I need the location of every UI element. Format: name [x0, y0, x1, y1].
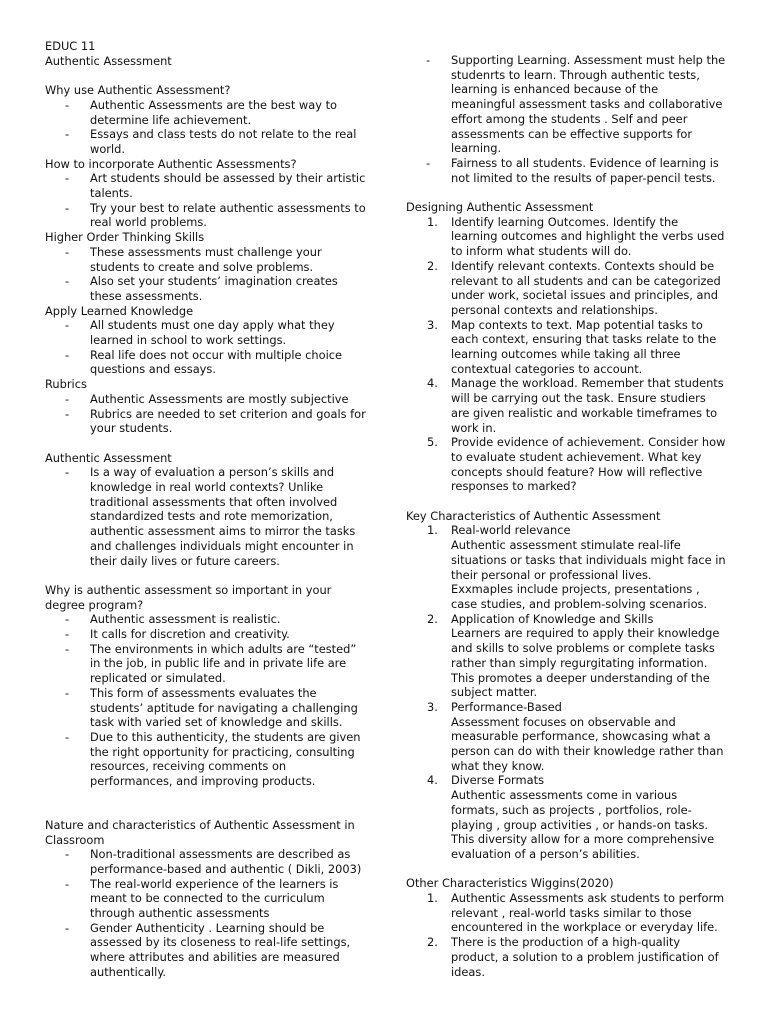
- section-heading: Higher Order Thinking Skills: [45, 230, 205, 245]
- bullet-item: - Gender Authenticity . Learning should be assessed by its closeness to real-life settings, where attributes and abilities are measured authentically.: [65, 920, 351, 979]
- numbered-item: 2. Application of Knowledge and Skills Learners are required to apply their knowledge and skills to solve problems or complete tasks rather than simply regurgitating information. This promotes a deeper understanding of the subject matter.: [406, 612, 726, 700]
- section-heading: Why use Authentic Assessment?: [45, 83, 231, 98]
- bullet-item: - It calls for discretion and creativity.: [65, 627, 290, 642]
- item-body: Learners are required to apply their knowledge and skills to solve problems or complete tasks rather than simply regurgitating information. This promotes a deeper understanding of the subject matter.: [451, 626, 720, 700]
- bullet-item: - Authentic Assessments are the best way to determine life achievement.: [65, 97, 338, 127]
- section-key-characteristics: [406, 509, 726, 862]
- section-apply-learned-knowledge: [45, 304, 370, 378]
- section-heading: Nature and characteristics of Authentic Assessment in Classroom: [45, 817, 355, 847]
- course-code: EDUC 11: [45, 39, 96, 53]
- numbered-item: 1. Authentic Assessments ask students to perform relevant , real-world tasks similar to those encountered in the workplace or everyday life.: [427, 891, 725, 935]
- bullet-item: - Authentic assessment is realistic.: [65, 612, 281, 627]
- section-nature-characteristics: [45, 818, 370, 980]
- section-heading: Rubrics: [45, 377, 87, 392]
- item-title: Diverse Formats: [451, 773, 545, 788]
- bullet-item: - The real-world experience of the learners is meant to be connected to the curriculum through authentic assessments: [65, 876, 339, 921]
- section-authentic-assessment: [45, 451, 370, 569]
- bullet-item: - Rubrics are needed to set criterion and goals for your students.: [65, 406, 366, 436]
- bullet-item: - The environments in which adults are “tested” in the job, in public life and in private life are replicated or simulated.: [65, 641, 357, 686]
- bullet-item: - Try your best to relate authentic assessments to real world problems.: [65, 200, 366, 230]
- bullet-item: - Due to this authenticity, the students are given the right opportunity for practicing, consulting resources, receiving comments on performances, and improving products.: [65, 730, 361, 789]
- numbered-item: 2. Identify relevant contexts. Contexts should be relevant to all students and can be categorized under work, societal issues and principles, and personal contexts and relationships.: [427, 258, 721, 317]
- bullet-item: - Supporting Learning. Assessment must help the studenrts to learn. Through authentic tests, learning is enhanced because of the meaningful assessment tasks and collaborative effort among the students . Self and peer assessments can be effective supports for learning.: [426, 53, 726, 156]
- section-why-important: [45, 583, 370, 789]
- bullet-item: - Essays and class tests do not relate to the real world.: [65, 127, 357, 156]
- item-extra: Exxmaples include projects, presentations , case studies, and problem-solving scenarios.: [451, 582, 708, 611]
- bullet-item: - Art students should be assessed by their artistic talents.: [65, 171, 366, 201]
- bullet-item: - Is a way of evaluation a person’s skills and knowledge in real world contexts? Unlike traditional assessments that often involved standardized tests and rote memorization, authentic assessment aims to mirror the tasks and challenges individuals might encounter in their daily lives or future careers.: [65, 465, 356, 568]
- document-title: Authentic Assessment: [45, 53, 172, 68]
- section-other-characteristics: [406, 876, 726, 979]
- section-why-use: [45, 83, 370, 157]
- bullet-item: - Also set your students’ imagination creates these assessments.: [65, 274, 338, 303]
- numbered-item: 4. Manage the workload. Remember that students will be carrying out the task. Ensure studiers are given realistic and workable timeframes to work in.: [427, 376, 724, 435]
- right-column: [406, 53, 726, 979]
- section-heading: Apply Learned Knowledge: [45, 303, 194, 318]
- bullet-item: - Non-traditional assessments are described as performance-based and authentic ( Dikli, 2003): [65, 847, 362, 876]
- item-title: Real-world relevance: [451, 523, 571, 538]
- numbered-item: 2. There is the production of a high-quality product, a solution to a problem justification of ideas.: [427, 935, 719, 979]
- bullet-item: - These assessments must challenge your students to create and solve problems.: [65, 244, 322, 274]
- item-title: Application of Knowledge and Skills: [451, 611, 654, 626]
- section-heading: How to incorporate Authentic Assessments?: [45, 156, 297, 171]
- section-heading: Why is authentic assessment so important in your degree program?: [45, 582, 332, 612]
- continued-list: [406, 53, 726, 185]
- numbered-item: 5. Provide evidence of achievement. Consider how to evaluate student achievement. What key concepts should feature? How will reflective responses to marked?: [427, 435, 726, 494]
- numbered-item: 1. Identify learning Outcomes. Identify the learning outcomes and highlight the verbs used to inform what students will do.: [427, 214, 725, 259]
- numbered-item: 1. Real-world relevance Authentic assessment stimulate real-life situations or tasks that individuals might face in their personal or professional lives. Exxmaples include projects, presentations , case studies, and problem-solving scenarios.: [427, 523, 726, 611]
- section-rubrics: [45, 377, 370, 436]
- section-how-to-incorporate: [45, 157, 370, 231]
- bullet-item: - Real life does not occur with multiple choice questions and essays.: [65, 347, 343, 377]
- bullet-item: - Fairness to all students. Evidence of learning is not limited to the results of paper-pencil tests.: [426, 155, 719, 185]
- section-heading: Authentic Assessment: [45, 450, 172, 465]
- item-body: Authentic assessments come in various formats, such as projects , portfolios, role-playing , group activities , or hands-on tasks.: [451, 788, 709, 832]
- item-body: Authentic assessment stimulate real-life situations or tasks that individuals might face in their personal or professional lives.: [451, 538, 726, 582]
- bullet-item: - This form of assessments evaluates the students’ aptitude for navigating a challenging task with varied set of knowledge and skills.: [65, 685, 358, 730]
- section-heading: Designing Authentic Assessment: [406, 200, 594, 215]
- numbered-item: 3. Performance-Based Assessment focuses on observable and measurable performance, showcasing what a person can do with their knowledge rather than what they know.: [406, 700, 726, 774]
- section-heading: Other Characteristics Wiggins(2020): [406, 876, 614, 891]
- numbered-item: 3. Map contexts to text. Map potential tasks to each context, ensuring that tasks relate to the learning outcomes while taking all three contextual categories to account.: [427, 317, 717, 376]
- numbered-item: 4. Diverse Formats Authentic assessments come in various formats, such as projects , portfolios, role-playing , group activities , or hands-on tasks. This diversity allow for a more comprehensive evaluation of a person’s abilities.: [406, 773, 726, 861]
- left-column: [45, 39, 370, 980]
- item-title: Performance-Based: [451, 699, 562, 714]
- bullet-item: - All students must one day apply what they learned in school to work settings.: [65, 318, 335, 348]
- section-higher-order-thinking: [45, 230, 370, 304]
- item-extra: This diversity allow for a more comprehensive evaluation of a person’s abilities.: [451, 832, 715, 861]
- item-body: Assessment focuses on observable and measurable performance, showcasing what a person can do with their knowledge rather than what they know.: [451, 714, 724, 773]
- bullet-item: - Authentic Assessments are mostly subjective: [65, 391, 349, 406]
- section-designing: [406, 200, 726, 494]
- section-heading: Key Characteristics of Authentic Assessment: [406, 508, 661, 523]
